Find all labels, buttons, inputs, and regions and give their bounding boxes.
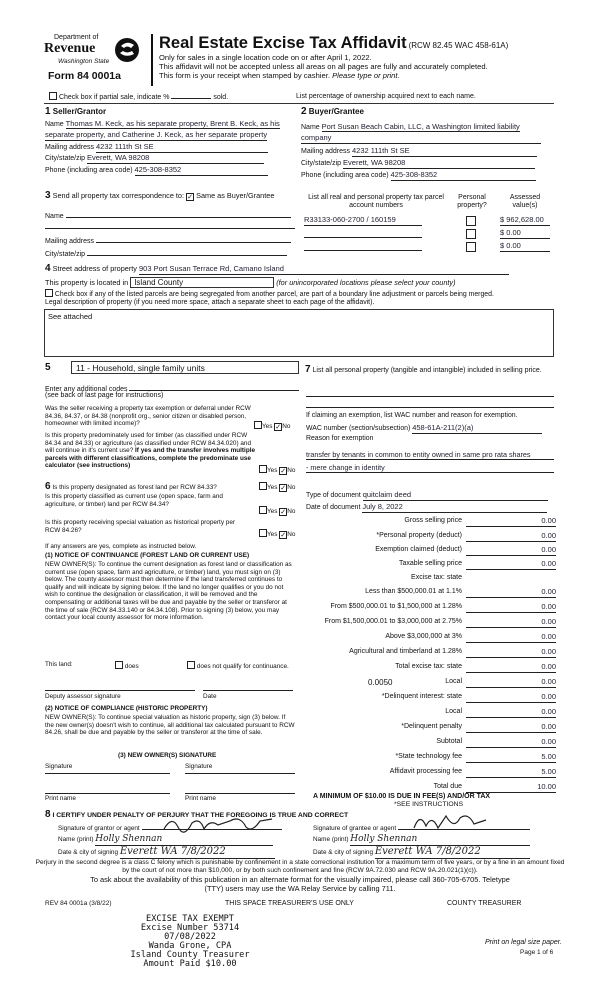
deputy-date-label: Date — [203, 693, 217, 700]
located-row — [45, 277, 456, 288]
state-text: Washington State — [58, 58, 110, 65]
no-checkbox[interactable]: ✓ — [275, 424, 282, 431]
buyer-city[interactable]: Everett, WA 98208 — [343, 159, 535, 169]
buyer-phone[interactable]: 425-308-8352 — [391, 171, 536, 181]
accessibility-line-1: To ask about the availability of this publication in an alternate format for the visually impaired, please call 360-705-6705. Teletype — [90, 875, 510, 884]
doc-date-row — [306, 503, 547, 513]
no-checkbox[interactable]: ✓ — [280, 532, 287, 539]
timber-question: Is this property predominately used for timber (as classified under RCW 84.34 and 84.33) or agriculture (as classified under RCW 84.34.020) and will continue in it's current use? — [45, 432, 252, 455]
parcel-header-acct: List all real and personal property tax parcel account numbers — [308, 194, 444, 210]
tax-label: Local — [445, 678, 462, 685]
seller-mail-row — [45, 143, 268, 153]
seller-name-row — [45, 120, 285, 129]
yes-checkbox[interactable] — [259, 529, 267, 537]
tax-label: Above $3,000,000 at 3% — [385, 633, 462, 640]
tax-value[interactable]: 0.00 — [466, 708, 556, 718]
same-as-buyer-label: Same as Buyer/Grantee — [196, 191, 275, 200]
buyer-section — [301, 106, 553, 186]
legal-size-note: Print on legal size paper. — [485, 939, 562, 946]
personal-property-checkbox[interactable] — [466, 216, 476, 226]
yes-label: Yes — [267, 484, 278, 491]
buyer-name-row — [301, 123, 520, 132]
sec5-q2-yesno — [259, 465, 295, 475]
no-checkbox[interactable]: ✓ — [280, 509, 287, 516]
wac-row — [306, 424, 542, 434]
personal-property-line-2[interactable] — [306, 407, 554, 408]
seller-heading — [45, 106, 106, 118]
tax-label: From $1,500,000.01 to $3,000,000 at 2.75% — [324, 618, 462, 625]
exempt-stamp — [130, 915, 250, 969]
segregation-checkbox[interactable] — [45, 289, 53, 297]
list-pct-note: List percentage of ownership acquired next to each name. — [296, 93, 476, 100]
sec3-mail-field[interactable] — [96, 235, 291, 243]
stamp-line: 07/08/2022 — [164, 932, 216, 943]
rule-top — [44, 103, 554, 104]
located-label: This property is located in — [45, 278, 129, 287]
seller-city-row — [45, 154, 264, 164]
tax-value[interactable]: 0.00 — [466, 546, 556, 556]
no-checkbox[interactable]: ✓ — [280, 468, 287, 475]
yes-checkbox[interactable] — [254, 421, 262, 429]
county-select[interactable]: Island County — [130, 277, 274, 288]
buyer-phone-label: Phone (including area code) — [301, 172, 389, 179]
does-not-label: does not qualify for continuance. — [196, 663, 289, 670]
sec5-q1: Was the seller receiving a property tax exemption or deferral under RCW 84.36, 84.37, or 84.38 (nonprofit org., senior citizen or disabled person, homeowner with limited income)? — [45, 405, 251, 428]
form-number: Form 84 0001a — [48, 70, 121, 82]
stamp-line: Wanda Grone, CPA — [148, 941, 232, 952]
buyer-city-label: City/state/zip — [301, 160, 342, 167]
buyer-title: Buyer/Grantee — [308, 107, 364, 116]
parcel-value[interactable]: $ 0.00 — [500, 229, 550, 239]
page-number: Page 1 of 6 — [520, 949, 554, 956]
buyer-heading — [301, 106, 364, 118]
personal-property-text: List all personal property (tangible and intangible) included in selling price. — [312, 367, 542, 374]
tax-label: *Delinquent penalty — [401, 723, 462, 730]
seller-mail-label: Mailing address — [45, 144, 95, 151]
print-label-2: Print name — [185, 795, 216, 802]
grantor-name-print[interactable]: Holly Shennan — [95, 834, 273, 846]
tax-label: *Personal property (deduct) — [376, 532, 462, 539]
see-instructions: *SEE INSTRUCTIONS — [394, 801, 464, 808]
buyer-name-2[interactable]: company — [301, 134, 541, 144]
tax-label: Total excise tax: state — [395, 663, 462, 670]
sec6-q3-yesno — [259, 529, 295, 539]
segregation-row — [45, 289, 494, 299]
sec3-name-field[interactable] — [66, 210, 291, 218]
reason-label: Reason for exemption — [306, 435, 374, 442]
no-label: No — [282, 423, 291, 430]
dept-text: Department of — [54, 34, 99, 41]
tax-value[interactable]: 0.00 — [466, 678, 556, 688]
tax-value[interactable]: 0.00 — [466, 588, 556, 598]
tax-label: From $500,000.01 to $1,500,000 at 1.28% — [330, 603, 462, 610]
header-divider — [151, 34, 153, 86]
yes-label: Yes — [267, 531, 278, 538]
stamp-line: Island County Treasurer — [130, 950, 250, 961]
type-note: Please type or print. — [332, 71, 400, 80]
this-land-label: This land: — [45, 661, 73, 668]
stamp-line: EXCISE TAX EXEMPT — [146, 914, 234, 924]
does-checkbox[interactable] — [115, 661, 123, 669]
tax-value[interactable]: 0.00 — [466, 723, 556, 733]
grantor-date-city[interactable]: Everett WA 7/8/2022 — [120, 846, 275, 859]
seller-mail[interactable]: 4232 111th St SE — [96, 143, 268, 153]
grantee-name-row — [313, 834, 530, 846]
sec6-q1-yesno — [259, 482, 295, 492]
tax-label: Subtotal — [436, 738, 462, 745]
seller-name-label: Name — [45, 121, 64, 128]
doc-type-row — [306, 491, 548, 501]
same-as-buyer-checkbox[interactable]: ✓ — [187, 194, 193, 201]
tax-label: *Delinquent interest: state — [381, 693, 462, 700]
tax-label: Taxable selling price — [398, 560, 462, 567]
sec6-q3: Is this property receiving special valuation as historical property per RCW 84.26? — [45, 519, 236, 534]
stamp-line: Amount Paid $10.00 — [143, 959, 237, 970]
personal-property-checkbox[interactable] — [466, 242, 476, 252]
add-codes-label: Enter any additional codes — [45, 386, 128, 393]
grantor-date-row — [58, 846, 275, 859]
sec3-text: Send all property tax correspondence to: — [52, 191, 185, 200]
tax-label: Agricultural and timberland at 1.28% — [349, 648, 462, 655]
deputy-label: Deputy assessor signature — [45, 693, 121, 700]
seller-city-label: City/state/zip — [45, 155, 86, 162]
form-title — [159, 34, 508, 53]
add-codes-field[interactable] — [129, 383, 299, 391]
doc-date-label: Date of document — [306, 504, 361, 511]
personal-property-checkbox[interactable] — [466, 229, 476, 239]
header-line1: Only for sales in a single location code on or after April 1, 2022. — [159, 53, 372, 62]
minimum-note: A MINIMUM OF $10.00 IS DUE IN FEE(S) AND/OR TAX — [313, 793, 491, 800]
sec3-row — [45, 190, 274, 202]
doc-type-label: Type of document — [306, 492, 361, 499]
tax-value[interactable]: 10.00 — [466, 783, 556, 793]
tax-value[interactable]: 0.00 — [466, 738, 556, 748]
no-label: No — [287, 484, 296, 491]
tax-value[interactable]: 0.00 — [466, 633, 556, 643]
grantor-date-label: Date & city of signing — [58, 849, 119, 856]
multi-parcel-note: If yes and the transfer involves multiple parcels with different classifications, complete the predominate use calculator (see instructions) — [45, 447, 256, 470]
dor-logo — [44, 34, 154, 84]
tax-label: Less than $500,000.01 at 1.1% — [365, 588, 462, 595]
parcel-value[interactable]: $ 962,628.00 — [500, 216, 550, 226]
tax-label: Excise tax: state — [411, 574, 462, 581]
header-line3 — [159, 72, 400, 81]
rcw-text: (RCW 82.45 WAC 458-61A) — [408, 41, 509, 50]
wa-logo-icon — [112, 36, 142, 64]
street-address[interactable]: 903 Port Susan Terrace Rd, Camano Island — [139, 265, 509, 275]
partial-sold: sold. — [213, 94, 229, 101]
grantee-date-label: Date & city of signing — [313, 849, 374, 856]
tax-label: Affidavit processing fee — [389, 768, 462, 775]
seller-name-2[interactable]: separate property, and Catherine J. Keck, as her separate property — [45, 130, 268, 139]
sec3-extra-line[interactable] — [45, 228, 295, 229]
sec3-city-row — [45, 248, 287, 259]
this-land-row — [45, 661, 300, 669]
receipt-note: This form is your receipt when stamped by cashier. — [159, 71, 330, 80]
tax-label: *State technology fee — [395, 753, 462, 760]
grantee-sig-label: Signature of grantee or agent — [313, 825, 397, 832]
wac-label: WAC number (section/subsection) — [306, 425, 411, 432]
sec6-q2-yesno — [259, 506, 295, 516]
buyer-name-1[interactable]: Port Susan Beach Cabin, LLC, a Washington limited liability — [321, 122, 520, 131]
notice1-text: NEW OWNER(S): To continue the current designation as forest land or classification as current use (open space, farm and agriculture, or timber) land, you must sign on (3) below. The county assessor must then determine if the land transferred continues to qualify and will indicate by signing below. If the land no longer qualifies or you do not wish to continue the designation or classification, it will be removed and the compensating or additional taxes will be due and payable by the seller or transferor at the time of sale (RCW 84.33.140 or 84.34.108). Prior to signing (3) below, you may contact your local county assessor for more information. — [45, 561, 292, 622]
agency-text: Revenue — [44, 41, 96, 56]
does-not-checkbox[interactable] — [187, 661, 195, 669]
buyer-phone-row — [301, 171, 536, 181]
personal-property-line-1[interactable] — [306, 396, 554, 397]
sec3-mail-label: Mailing address — [45, 238, 95, 245]
date-line[interactable] — [203, 690, 293, 691]
sec3-name-label: Name — [45, 213, 64, 220]
notice2-title: (2) NOTICE OF COMPLIANCE (HISTORIC PROPERTY) — [45, 705, 208, 712]
unincorporated-note: (for unincorporated locations please select your county) — [276, 278, 456, 287]
sec7-text — [305, 364, 555, 376]
tax-value[interactable]: 0.00 — [466, 532, 556, 542]
no-checkbox[interactable]: ✓ — [280, 485, 287, 492]
land-use-select[interactable]: 11 - Household, single family units — [71, 361, 299, 374]
grantee-name-label: Name (print) — [313, 836, 349, 843]
parcel-header-personal: Personal property? — [457, 194, 487, 210]
parcel-table — [302, 194, 554, 260]
tax-label: Exemption claimed (deduct) — [375, 546, 462, 553]
sec4-num: 4 — [45, 263, 51, 274]
yes-label: Yes — [262, 423, 273, 430]
sec2-num: 2 — [301, 106, 307, 117]
print-label-1: Print name — [45, 795, 76, 802]
seller-title: Seller/Grantor — [52, 107, 107, 116]
grantee-name-print[interactable]: Holly Shennan — [350, 834, 530, 846]
tax-label: Gross selling price — [404, 517, 462, 524]
sec6-q1 — [45, 481, 255, 493]
parcel-acct[interactable]: R33133-060-2700 / 160159 — [304, 216, 422, 226]
segregation-text: Check box if any of the listed parcels are being segregated from another parcel, are part of a boundary line adjustment or parcels being merged. — [54, 291, 494, 298]
reason-line-1[interactable]: transfer by tenants in common to entity owned in same pro rata shares — [306, 451, 554, 460]
buyer-mail[interactable]: 4232 111th St SE — [352, 147, 537, 157]
grantor-name-row — [58, 834, 273, 846]
tax-value[interactable]: 0.00 — [466, 693, 556, 703]
yes-label: Yes — [267, 467, 278, 474]
grantee-date-city[interactable]: Everett WA 7/8/2022 — [375, 846, 530, 859]
sec6-num: 6 — [45, 481, 51, 492]
partial-label: Check box if partial sale, indicate % — [58, 94, 170, 101]
if-yes-note: If any answers are yes, complete as instructed below. — [45, 543, 197, 550]
parcel-acct[interactable] — [304, 229, 422, 238]
tax-value[interactable]: 0.00 — [466, 603, 556, 613]
parcel-value[interactable]: $ 0.00 — [500, 242, 550, 252]
yes-checkbox[interactable] — [259, 465, 267, 473]
grantee-date-row — [313, 846, 530, 859]
buyer-city-row — [301, 159, 535, 169]
grantor-signature-scribble — [160, 813, 280, 835]
buyer-mail-row — [301, 147, 537, 157]
reason-line-2[interactable]: - mere change in identity — [306, 464, 554, 473]
yes-checkbox[interactable] — [259, 482, 267, 490]
buyer-name-label: Name — [301, 124, 320, 131]
signature-label-1: Signature — [45, 763, 73, 770]
sec1-num: 1 — [45, 106, 51, 117]
local-rate: 0.0050 — [368, 678, 393, 687]
see-back: (see back of last page for instructions) — [45, 392, 164, 399]
seller-name-1[interactable]: Thomas M. Keck, as his separate property, Brent B. Keck, as his — [65, 119, 280, 128]
no-label: No — [287, 508, 296, 515]
partial-pct-field[interactable] — [171, 98, 211, 99]
doc-date[interactable]: July 8, 2022 — [362, 503, 547, 513]
sec4-street-row — [45, 263, 509, 275]
correspondence-section — [45, 190, 297, 260]
sec3-num: 3 — [45, 190, 51, 201]
notice1-title: (1) NOTICE OF CONTINUANCE (FOREST LAND OR CURRENT USE) — [45, 552, 250, 559]
doc-type[interactable]: quitclaim deed — [363, 491, 548, 501]
grantee-signature-scribble — [410, 810, 490, 834]
seller-phone-label: Phone (including area code) — [45, 167, 133, 174]
perjury-note: Perjury in the second degree is a class C felony which is punishable by confinement in a state correctional institution for a maximum term of five years, or by a fine in an amount fixed by the court of not more than $10,000, or by both such confinement and fine (RCW 9A.72.030 and RCW 9A.20.021(1)(c)). — [35, 859, 565, 874]
title-text: Real Estate Excise Tax Affidavit — [159, 34, 407, 52]
yes-checkbox[interactable] — [259, 506, 267, 514]
tax-value[interactable]: 0.00 — [466, 648, 556, 658]
sec5-num: 5 — [45, 362, 51, 373]
legal-description: See attached — [48, 312, 93, 321]
tax-value[interactable]: 0.00 — [466, 663, 556, 673]
print-line-1[interactable] — [45, 793, 170, 794]
yes-label: Yes — [267, 508, 278, 515]
does-label: does — [124, 663, 139, 670]
notice2-text: NEW OWNER(S): To continue special valuation as historic property, sign (3) below. If the new owner(s) doesn't wish to continue, all additional tax calculated pursuant to RCW 84.26, shall be due and payable by the seller or transferor at the time of sale. — [45, 714, 295, 737]
seller-phone[interactable]: 425-308-8352 — [135, 166, 268, 176]
signature-label-2: Signature — [185, 763, 213, 770]
legal-label: Legal description of property (if you need more space, attach a separate sheet to each page of the affidavit). — [45, 299, 375, 306]
sec3-city-field[interactable] — [87, 248, 287, 256]
seller-city[interactable]: Everett, WA 98208 — [87, 154, 264, 164]
tax-value[interactable]: 0.00 — [466, 618, 556, 628]
legal-description-box[interactable] — [44, 309, 554, 357]
tax-value[interactable]: 0.00 — [466, 560, 556, 570]
sec5-q1-yesno — [254, 421, 290, 431]
tax-label: Total due — [433, 783, 462, 790]
wac-number[interactable]: 458-61A-211(2)(a) — [412, 424, 542, 434]
no-label: No — [287, 531, 296, 538]
sec8-num: 8 — [45, 809, 51, 820]
seller-section — [45, 106, 295, 178]
new-owner-sig-line-1[interactable] — [45, 773, 170, 774]
grantor-sig-label: Signature of grantor or agent — [58, 825, 140, 832]
buyer-mail-label: Mailing address — [301, 148, 351, 155]
no-label: No — [287, 467, 296, 474]
treasurer-space: THIS SPACE TREASURER'S USE ONLY — [225, 900, 354, 907]
seller-phone-row — [45, 166, 268, 176]
county-treasurer: COUNTY TREASURER — [447, 900, 522, 907]
accessibility-line-2: (TTY) users may use the WA Relay Service by calling 711. — [204, 884, 396, 893]
street-label: Street address of property — [52, 264, 137, 273]
sec3-city-label: City/state/zip — [45, 251, 86, 258]
sec3-mail-row — [45, 235, 291, 246]
parcel-header-value: Assessed value(s) — [509, 194, 541, 210]
parcel-acct[interactable] — [304, 242, 422, 251]
rev-code: REV 84 0001a (3/8/22) — [45, 900, 112, 907]
partial-sale-row — [49, 92, 228, 102]
certify-text: I CERTIFY UNDER PENALTY OF PERJURY THAT THE FOREGOING IS TRUE AND CORRECT — [52, 812, 349, 819]
tax-value[interactable]: 5.00 — [466, 768, 556, 778]
header-line2: This affidavit will not be accepted unless all areas on all pages are fully and accurately completed. — [159, 62, 488, 71]
partial-sale-checkbox[interactable] — [49, 92, 57, 100]
new-owner-sig-line-2[interactable] — [185, 773, 295, 774]
grantor-name-label: Name (print) — [58, 836, 94, 843]
notice3-title: (3) NEW OWNER(S) SIGNATURE — [118, 752, 217, 759]
tax-value[interactable]: 5.00 — [466, 753, 556, 763]
sec6-q2: Is this property classified as current use (open space, farm and agriculture, or timber) land per RCW 84.34? — [45, 493, 223, 508]
tax-value[interactable]: 0.00 — [466, 517, 556, 527]
exempt-text: If claiming an exemption, list WAC number and reason for exemption. — [306, 412, 518, 419]
deputy-line[interactable] — [45, 690, 195, 691]
sec3-name-row — [45, 210, 291, 221]
tax-label: Local — [445, 708, 462, 715]
sec7-num: 7 — [305, 364, 311, 375]
sec5-q2 — [45, 432, 257, 470]
forest-question: Is this property designated as forest land per RCW 84.33? — [52, 484, 217, 491]
stamp-line: Excise Number 53714 — [140, 923, 240, 934]
print-line-2[interactable] — [185, 793, 295, 794]
